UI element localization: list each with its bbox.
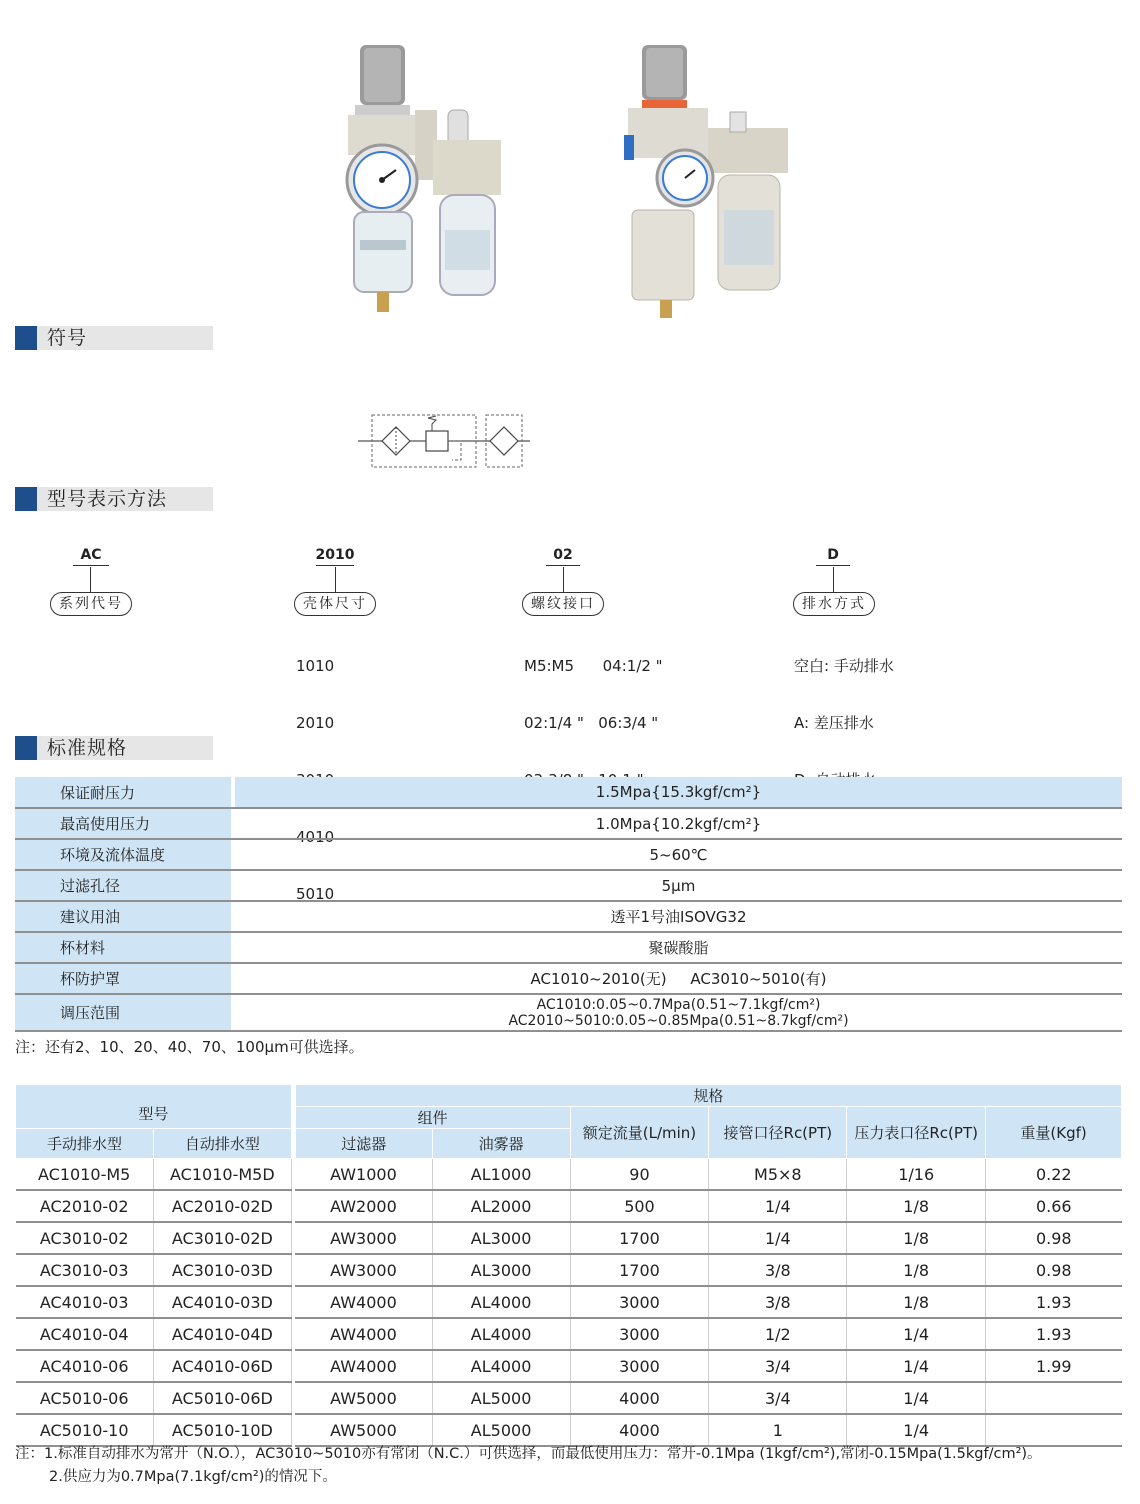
- section-marker: [15, 736, 37, 760]
- spec-value: 透平1号油ISOVG32: [235, 901, 1122, 932]
- spec-key: 最高使用压力: [15, 808, 231, 839]
- header-spec: 规格: [295, 1085, 1121, 1107]
- table-cell: 0.98: [986, 1222, 1122, 1254]
- table-row: [16, 1350, 1122, 1382]
- spec-row: [15, 870, 1122, 901]
- table-cell: 1/8: [847, 1222, 986, 1254]
- table-row: [16, 1382, 1122, 1414]
- frl-symbol-diagram: [356, 410, 532, 472]
- table-cell: M5×8: [709, 1159, 847, 1191]
- code-stem: [335, 567, 336, 592]
- label-series-code: 系列代号: [50, 592, 132, 616]
- table-cell: AW4000: [295, 1318, 432, 1350]
- table-cell: AC5010-06: [16, 1382, 154, 1414]
- section-header-model-method: [15, 487, 213, 511]
- table-cell: 3000: [570, 1286, 709, 1318]
- table-cell: AW3000: [295, 1222, 432, 1254]
- section-title: 标准规格: [47, 737, 128, 759]
- table-cell: AL5000: [432, 1382, 570, 1414]
- table-cell: AL4000: [432, 1286, 570, 1318]
- header-model: 型号: [16, 1085, 292, 1129]
- spec-value-line: AC2010~5010:0.05~0.85Mpa(0.51~8.7kgf/cm²): [508, 1012, 849, 1029]
- table-cell: AL3000: [432, 1222, 570, 1254]
- option-item: A: 差压排水: [794, 714, 874, 732]
- table-cell: AC4010-03: [16, 1286, 154, 1318]
- spec-row: [15, 932, 1122, 963]
- label-thread-port: 螺纹接口: [522, 592, 604, 616]
- header-port: 接管口径Rc(PT): [709, 1107, 847, 1159]
- table-cell: 1/2: [709, 1318, 847, 1350]
- table-cell: 1/4: [847, 1382, 986, 1414]
- label-body-size: 壳体尺寸: [294, 592, 376, 616]
- table-cell: AL5000: [432, 1414, 570, 1446]
- table-cell: AL3000: [432, 1254, 570, 1286]
- spec-key: 建议用油: [15, 901, 231, 932]
- table-cell: 3/8: [709, 1286, 847, 1318]
- table-cell: 3/4: [709, 1382, 847, 1414]
- option-item: 空白: 手动排水: [794, 657, 894, 675]
- model-code-thread: 02: [553, 547, 573, 563]
- table-row: [16, 1254, 1122, 1286]
- table-cell: 0.22: [986, 1159, 1122, 1191]
- table-cell: AC1010-M5: [16, 1159, 154, 1191]
- option-item: 1010: [296, 657, 335, 675]
- table-cell: 4000: [570, 1382, 709, 1414]
- header-weight: 重量(Kgf): [986, 1107, 1122, 1159]
- product-photo-shielded: [620, 40, 795, 320]
- option-item: M5:M5 04:1/2 ": [524, 657, 663, 675]
- table-cell: [986, 1382, 1122, 1414]
- spec-table: [15, 777, 1122, 1032]
- table-cell: AL2000: [432, 1190, 570, 1222]
- spec-row: [15, 777, 1122, 808]
- section-header-standard-spec: [15, 736, 213, 760]
- table-row: [16, 1159, 1122, 1191]
- table-cell: AC4010-06: [16, 1350, 154, 1382]
- code-underline: [316, 565, 354, 566]
- code-underline: [73, 565, 109, 566]
- code-stem: [833, 567, 834, 592]
- code-underline: [546, 565, 580, 566]
- label-drain-type: 排水方式: [793, 592, 875, 616]
- spec-value: AC1010~2010(无) AC3010~5010(有): [235, 963, 1122, 994]
- table-cell: AL4000: [432, 1318, 570, 1350]
- header-lubricator: 油雾器: [432, 1129, 570, 1159]
- section-marker: [15, 326, 37, 350]
- option-item: 4010: [296, 828, 335, 846]
- header-component: 组件: [295, 1107, 570, 1129]
- table-cell: AW2000: [295, 1190, 432, 1222]
- spec-row: [15, 901, 1122, 932]
- spec-row: [15, 994, 1122, 1031]
- model-code-series: AC: [80, 547, 102, 563]
- table-cell: AC1010-M5D: [153, 1159, 291, 1191]
- spec-row: [15, 808, 1122, 839]
- table-cell: AC2010-02: [16, 1190, 154, 1222]
- spec-value: 1.5Mpa{15.3kgf/cm²}: [235, 777, 1122, 808]
- spec-key: 环境及流体温度: [15, 839, 231, 870]
- table-cell: 1.93: [986, 1286, 1122, 1318]
- option-item: 02:1/4 " 06:3/4 ": [524, 714, 659, 732]
- section-title: 符号: [47, 327, 88, 349]
- model-code-body-size: 2010: [315, 547, 355, 563]
- table-cell: AC3010-02: [16, 1222, 154, 1254]
- table-cell: AL1000: [432, 1159, 570, 1191]
- spec-key: 保证耐压力: [15, 777, 231, 808]
- table-cell: 1/8: [847, 1286, 986, 1318]
- header-manual-drain: 手动排水型: [16, 1129, 154, 1159]
- model-table: [15, 1084, 1122, 1447]
- table-cell: AW4000: [295, 1286, 432, 1318]
- table-cell: AW4000: [295, 1350, 432, 1382]
- table-cell: 1.93: [986, 1318, 1122, 1350]
- table-cell: AC5010-10D: [153, 1414, 291, 1446]
- table-cell: 1/8: [847, 1254, 986, 1286]
- table-cell: 4000: [570, 1414, 709, 1446]
- section-title: 型号表示方法: [47, 488, 168, 510]
- table-cell: AC5010-10: [16, 1414, 154, 1446]
- product-photo-transparent: [330, 40, 520, 320]
- header-gauge: 压力表口径Rc(PT): [847, 1107, 986, 1159]
- table-cell: AW3000: [295, 1254, 432, 1286]
- spec-value: 5μm: [235, 870, 1122, 901]
- table-cell: 1.99: [986, 1350, 1122, 1382]
- header-filter: 过滤器: [295, 1129, 432, 1159]
- table-cell: AL4000: [432, 1350, 570, 1382]
- spec-row: [15, 963, 1122, 994]
- spec-value: 1.0Mpa{10.2kgf/cm²}: [235, 808, 1122, 839]
- table-cell: 3/4: [709, 1350, 847, 1382]
- table-cell: AC4010-04: [16, 1318, 154, 1350]
- spec-key: 调压范围: [15, 994, 231, 1031]
- header-auto-drain: 自动排水型: [153, 1129, 291, 1159]
- model-note-2: 2.供应力为0.7Mpa(7.1kgf/cm²)的情况下。: [49, 1469, 337, 1485]
- spec-value: 聚碳酸脂: [235, 932, 1122, 963]
- table-cell: AC3010-03D: [153, 1254, 291, 1286]
- model-code-drain: D: [827, 547, 839, 563]
- spec-key: 杯材料: [15, 932, 231, 963]
- code-stem: [563, 567, 564, 592]
- spec-value: 5~60℃: [235, 839, 1122, 870]
- table-cell: 90: [570, 1159, 709, 1191]
- table-cell: 1: [709, 1414, 847, 1446]
- code-stem: [90, 567, 91, 592]
- table-cell: AC3010-02D: [153, 1222, 291, 1254]
- spec-key: 杯防护罩: [15, 963, 231, 994]
- table-row: [16, 1222, 1122, 1254]
- spec-key: 过滤孔径: [15, 870, 231, 901]
- table-cell: AC4010-03D: [153, 1286, 291, 1318]
- table-cell: 1/4: [709, 1190, 847, 1222]
- table-cell: AW5000: [295, 1382, 432, 1414]
- table-cell: 1/4: [847, 1350, 986, 1382]
- table-cell: 1/4: [847, 1414, 986, 1446]
- table-cell: 3000: [570, 1318, 709, 1350]
- table-cell: AW5000: [295, 1414, 432, 1446]
- section-header-symbol: [15, 326, 213, 350]
- table-cell: AC4010-06D: [153, 1350, 291, 1382]
- option-item: 2010: [296, 714, 335, 732]
- table-row: [16, 1286, 1122, 1318]
- table-cell: 3/8: [709, 1254, 847, 1286]
- spec-value-multiline: [235, 994, 1122, 1031]
- table-cell: AC2010-02D: [153, 1190, 291, 1222]
- table-cell: AC5010-06D: [153, 1382, 291, 1414]
- table-cell: 1/4: [847, 1318, 986, 1350]
- table-cell: AC3010-03: [16, 1254, 154, 1286]
- table-row: [16, 1318, 1122, 1350]
- spec-note: 注：还有2、10、20、40、70、100μm可供选择。: [15, 1038, 364, 1056]
- table-cell: 1/4: [709, 1222, 847, 1254]
- model-table-body: [16, 1159, 1122, 1447]
- model-note-1: 注：1.标准自动排水为常开（N.O.），AC3010~5010亦有常闭（N.C.）可供选择，而最低使用压力：常开-0.1Mpa (1kgf/cm²),常闭-0.15Mpa(1.5kgf/cm²)。: [15, 1446, 1042, 1462]
- option-item: 5010: [296, 885, 335, 903]
- spec-row: [15, 839, 1122, 870]
- section-marker: [15, 487, 37, 511]
- table-cell: 500: [570, 1190, 709, 1222]
- table-cell: 1/16: [847, 1159, 986, 1191]
- code-underline: [816, 565, 850, 566]
- table-cell: 3000: [570, 1350, 709, 1382]
- table-cell: 1700: [570, 1254, 709, 1286]
- table-cell: 1/8: [847, 1190, 986, 1222]
- table-cell: AC4010-04D: [153, 1318, 291, 1350]
- table-row: [16, 1190, 1122, 1222]
- table-cell: AW1000: [295, 1159, 432, 1191]
- table-cell: 0.66: [986, 1190, 1122, 1222]
- header-flow: 额定流量(L/min): [570, 1107, 709, 1159]
- table-cell: 0.98: [986, 1254, 1122, 1286]
- spec-value-line: AC1010:0.05~0.7Mpa(0.51~7.1kgf/cm²): [536, 996, 821, 1013]
- table-cell: 1700: [570, 1222, 709, 1254]
